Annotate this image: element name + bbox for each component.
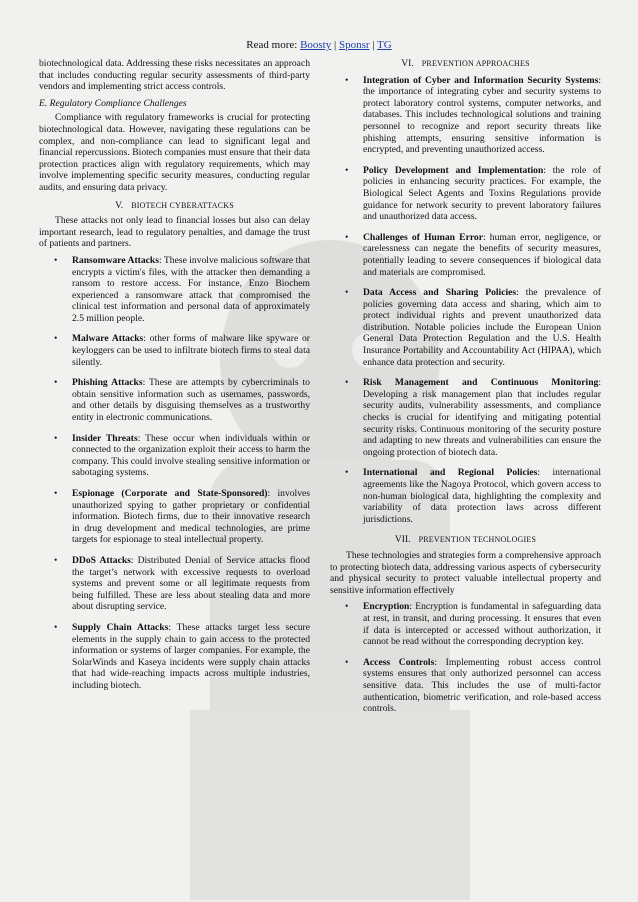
item-text: : These occur when individuals within or connected to the organization exploit their access to harm the company. This could involve stealing sensitive information or sabotaging systems. <box>72 432 310 479</box>
item-term: Insider Threats <box>72 432 138 444</box>
section-number: V. <box>115 199 124 211</box>
list-item <box>330 165 601 223</box>
item-text: : the prevalence of policies governing data access and sharing, which aim to protect individual rights and prevent unauthorized data distribution. Notable policies include the European Union General Data Protection Regulation and the U.S. Health Insurance Portability and Accountability Act (HIPAA), which enhance data protection and security. <box>363 287 601 368</box>
item-term: Phishing Attacks <box>72 377 143 389</box>
list-item <box>39 433 310 479</box>
left-column <box>39 58 310 701</box>
section-title: PREVENTION TECHNOLOGIES <box>418 535 537 545</box>
list-item <box>330 657 601 715</box>
bullet-icon: • <box>345 377 349 389</box>
separator: | <box>372 39 375 51</box>
item-term: Integration of Cyber and Information Security Systems <box>363 74 599 86</box>
list-item <box>39 377 310 423</box>
subsection-title: E. Regulatory Compliance Challenges <box>39 97 187 109</box>
bullet-icon: • <box>54 333 58 345</box>
bullet-icon: • <box>345 656 349 668</box>
right-column <box>330 58 601 724</box>
item-term: Policy Development and Implementation <box>363 164 544 176</box>
section-heading <box>330 534 601 546</box>
item-term: International and Regional Policies <box>363 467 538 479</box>
section-title: PREVENTION APPROACHES <box>421 59 530 68</box>
list-item <box>330 287 601 368</box>
section-heading <box>330 58 601 70</box>
list-item <box>39 488 310 546</box>
item-text: : These are attempts by cybercriminals to obtain sensitive information such as usernames, passwords, and other details by disguising themselves as a trustworthy entity in electronic communications. <box>72 377 310 424</box>
bullet-icon: • <box>345 74 349 86</box>
item-text: : human error, negligence, or carelessness can negate the benefits of security measures, potentially leading to severe consequences if biological data and materials are compromised. <box>363 231 602 278</box>
section-intro: These technologies and strategies form a comprehensive approach to protecting biotech data, addressing various aspects of cybersecurity and physical security to protect valuable intellectual property and sensitive information effectively <box>330 549 601 596</box>
item-term: Risk Management and Continuous Monitoring <box>363 377 599 389</box>
bullet-icon: • <box>54 432 58 444</box>
item-term: Data Access and Sharing Policies <box>363 287 517 299</box>
item-text: : These involve malicious software that encrypts a victim's files, with the attacker then demanding a ransom to restore access. For instance, Enzo Biochem experienced a ransomware attack that compromised the clinical test information and personal data of approximately 2.5 million people. <box>72 254 311 324</box>
list-item <box>330 601 601 647</box>
item-text: : Distributed Denial of Service attacks flood the target’s network with excessive requests to overload systems and prevent some or all legitimate requests from being fulfilled. These are less about stealing data and more about disrupting service. <box>72 554 310 613</box>
list-item <box>330 75 601 156</box>
bullet-icon: • <box>54 377 58 389</box>
item-term: Espionage (Corporate and State-Sponsored) <box>72 488 268 499</box>
page-header <box>0 38 638 52</box>
list-item <box>330 232 601 278</box>
sponsr-link[interactable]: Sponsr <box>338 39 370 51</box>
item-text: : the role of policies in enhancing security practices. For example, the Biological Select Agents and Toxins Regulations provide guidance for network security to prevent laboratory failures and unauthorized data access. <box>363 164 601 223</box>
section-title: BIOTECH CYBERATTACKS <box>131 200 234 210</box>
prevention-approaches-list <box>330 75 601 526</box>
item-text: : international agreements like the Nagoya Protocol, which govern access to non-human biological data, highlighting the complexity and variability of data protection laws across different jurisdictions. <box>363 467 601 525</box>
item-term: Supply Chain Attacks <box>72 621 169 633</box>
bullet-icon: • <box>345 467 349 479</box>
item-term: Access Controls <box>363 656 435 668</box>
bullet-icon: • <box>345 164 349 176</box>
bullet-icon: • <box>345 287 349 299</box>
list-item <box>39 333 310 368</box>
intro-paragraph: biotechnological data. Addressing these risks necessitates an approach that includes conducting regular security assessments of third-party vendors and implementing strict access controls. <box>39 58 310 93</box>
bullet-icon: • <box>54 488 58 499</box>
list-item <box>39 622 310 692</box>
list-item <box>39 555 310 613</box>
item-text: : involves unauthorized spying to gather proprietary or confidential information. Biotech firms, due to their innovative research in drug development and medical technologies, are prime targets for espionage to steal intellectual property. <box>72 488 310 546</box>
item-text: : Developing a risk management plan that includes regular security audits, vulnerability assessments, and compliance checks is crucial for identifying and mitigating potential security risks. Continuous monitoring of the security posture and adapting to new threats and vulnerabilities can ensure the ongoing protection of biotech data. <box>363 377 601 458</box>
bullet-icon: • <box>345 601 349 613</box>
bullet-icon: • <box>54 254 58 266</box>
bullet-icon: • <box>345 231 349 243</box>
item-text: : the importance of integrating cyber and security systems to protect laboratory control systems, computer networks, and databases. This includes technological solutions and training personnel to recognize and report security threats like phishing attempts, ensuring sensitive information is encrypted, and preventing unauthorized access. <box>363 74 601 156</box>
attack-list <box>39 255 310 692</box>
item-term: Encryption <box>363 601 410 613</box>
bullet-icon: • <box>54 621 58 633</box>
item-term: Ransomware Attacks <box>72 254 159 266</box>
list-item <box>39 255 310 325</box>
item-term: DDoS Attacks <box>72 554 131 566</box>
boosty-link[interactable]: Boosty <box>300 39 332 51</box>
item-text: : other forms of malware like spyware or keyloggers can be used to infiltrate biotech firms to steal data silently. <box>72 333 310 368</box>
item-text: : These attacks target less secure elements in the supply chain to gain access to the protected information or systems of larger companies. For example, the SolarWinds and Kaseya incidents were supply chain attacks that had wide-reaching impacts across multiple industries, including biotech. <box>72 621 310 691</box>
section-number: VII. <box>394 534 411 546</box>
item-text: : Implementing robust access control systems ensures that only authorized personnel can access sensitive data. This includes the use of multi-factor authentication, biometric verification, and role-based access controls. <box>363 656 601 715</box>
read-more-label: Read more: <box>246 39 298 51</box>
section-number: VI. <box>401 58 414 69</box>
section-heading <box>39 200 310 212</box>
prevention-technologies-list <box>330 601 601 714</box>
list-item <box>330 377 601 458</box>
subsection-paragraph: Compliance with regulatory frameworks is crucial for protecting biotechnological data. However, navigating these regulations can be complex, and non-compliance can lead to significant legal and financial repercussions. Biotech companies must ensure that their data protection practices align with regulatory requirements, which may involve implementing specific security measures, conducting regular audits, and ensuring data privacy. <box>39 112 310 193</box>
separator: | <box>334 39 337 51</box>
section-intro: These attacks not only lead to financial losses but also can delay important research, lead to regulatory penalties, and damage the trust of patients and partners. <box>39 215 310 250</box>
item-text: : Encryption is fundamental in safeguarding data at rest, in transit, and during processing. It ensures that even if data is intercepted or accessed without authorization, it cannot be read without the corresponding decryption key. <box>363 601 601 648</box>
list-item <box>330 467 601 525</box>
item-term: Malware Attacks <box>72 333 144 345</box>
item-term: Challenges of Human Error <box>363 231 483 243</box>
tg-link[interactable]: TG <box>377 39 392 51</box>
bullet-icon: • <box>54 554 58 566</box>
